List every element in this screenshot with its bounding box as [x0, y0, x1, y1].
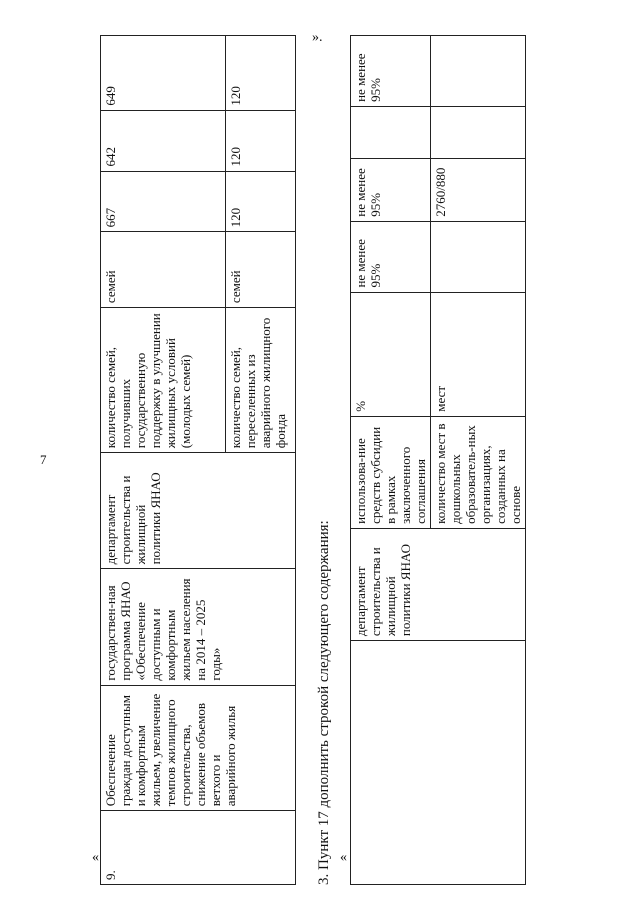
- value-cell: не менее 95%: [351, 221, 431, 292]
- quote-open-2: «: [340, 850, 347, 865]
- value-cell: [351, 106, 431, 158]
- indicator-cell: количество семей, переселенных из аварийного жилищного фонда: [226, 308, 296, 453]
- value-cell: не менее 95%: [351, 158, 431, 221]
- value-cell: [431, 221, 526, 292]
- value-cell: [431, 106, 526, 158]
- unit-cell: %: [351, 292, 431, 416]
- unit-cell: мест: [431, 292, 526, 416]
- table-1: [100, 35, 296, 885]
- caption: 3. Пункт 17 дополнить строкой следующего содержания:: [316, 520, 332, 885]
- indicator-cell: использова-ние средств субсидии в рамках заключенного соглашения: [351, 416, 431, 528]
- value-cell: 642: [101, 110, 226, 171]
- value-cell: 2760/880: [431, 158, 526, 221]
- quote-close: ».: [312, 30, 323, 45]
- table-2: [350, 35, 526, 885]
- page-number: 7: [40, 452, 47, 467]
- empty-cell: [351, 641, 526, 885]
- value-cell: не менее 95%: [351, 36, 431, 107]
- dept-cell: департамент строительства и жилищной политики ЯНАО: [101, 453, 296, 569]
- indicator-cell: количество мест в дошкольных образователь-ных организациях, созданных на основе: [431, 416, 526, 528]
- quote-open-1: «: [92, 850, 99, 865]
- goal-cell: Обеспечение граждан доступным и комфортным жильем, увеличение темпов жилищного строительства, снижение объемов ветхого и аварийного жилья: [101, 685, 296, 811]
- value-cell: 649: [101, 36, 226, 111]
- dept-cell: департамент строительства и жилищной политики ЯНАО: [351, 528, 526, 640]
- program-cell: государствен-ная программа ЯНАО «Обеспечение доступным и комфортным жильем населения на 2014 – 2025 годы»: [101, 569, 296, 685]
- value-cell: 120: [226, 36, 296, 111]
- indicator-cell: количество семей, получивших государственную поддержку в улучшении жилищных условий (молодых семей): [101, 308, 226, 453]
- row-number: 9.: [101, 811, 296, 885]
- value-cell: 120: [226, 171, 296, 232]
- unit-cell: семей: [101, 232, 226, 308]
- value-cell: [431, 36, 526, 107]
- value-cell: 667: [101, 171, 226, 232]
- unit-cell: семей: [226, 232, 296, 308]
- value-cell: 120: [226, 110, 296, 171]
